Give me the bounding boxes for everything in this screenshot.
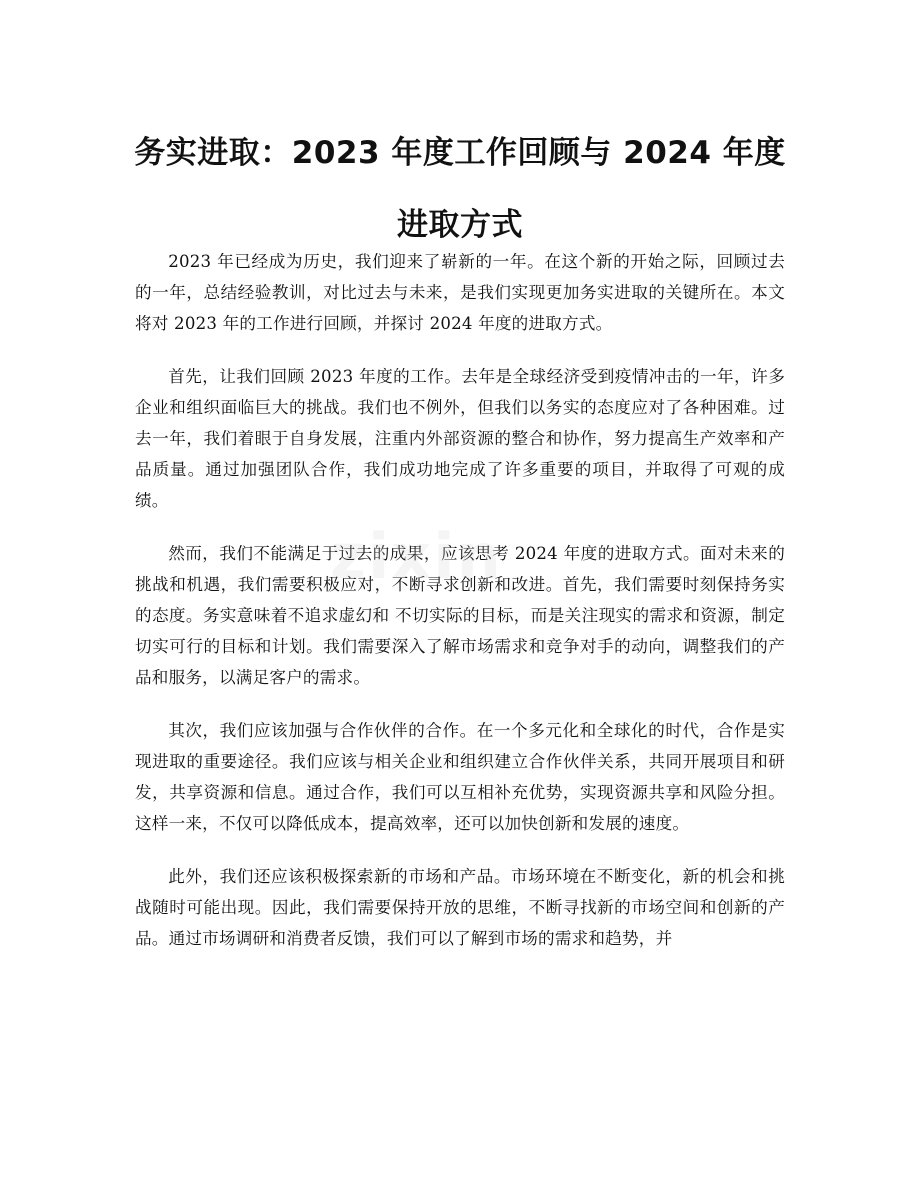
title-line-1: 务实进取：2023 年度工作回顾与 2024 年度	[134, 134, 786, 171]
paragraph-5: 此外，我们还应该积极探索新的市场和产品。市场环境在不断变化，新的机会和挑战随时可能出现。因此，我们需要保持开放的思维，不断寻找新的市场空间和创新的产品。通过市场调研和消费者反馈，我们可以了解到市场的需求和趋势，并	[135, 867, 785, 948]
document-title	[120, 117, 800, 261]
paragraph-4: 其次，我们应该加强与合作伙伴的合作。在一个多元化和全球化的时代，合作是实现进取的重要途径。我们应该与相关企业和组织建立合作伙伴关系，共同开展项目和研发，共享资源和信息。通过合作，我们可以互相补充优势，实现资源共享和风险分担。这样一来，不仅可以降低成本，提高效率，还可以加快创新和发展的速度。	[135, 721, 785, 833]
title-line-2: 进取方式	[397, 206, 523, 243]
paragraph-1: 2023 年已经成为历史，我们迎来了崭新的一年。在这个新的开始之际，回顾过去的一年，总结经验教训，对比过去与未来，是我们实现更加务实进取的关键所在。本文将对 2023 年的工作进行回顾，并探讨 2024 年度的进取方式。	[135, 252, 785, 333]
paragraph-3: 然而，我们不能满足于过去的成果，应该思考 2024 年度的进取方式。面对未来的挑战和机遇，我们需要积极应对，不断寻求创新和改进。首先，我们需要时刻保持务实的态度。务实意味着不追求虚幻和 不切实际的目标，而是关注现实的需求和资源，制定切实可行的目标和计划。我们需要深入了解市场需求和竞争对手的动向，调整我们的产品和服务，以满足客户的需求。	[135, 544, 785, 687]
watermark: zixin	[330, 520, 503, 593]
paragraph-2: 首先，让我们回顾 2023 年度的工作。去年是全球经济受到疫情冲击的一年，许多企业和组织面临巨大的挑战。我们也不例外，但我们以务实的态度应对了各种困难。过去一年，我们着眼于自身发展，注重内外部资源的整合和协作，努力提高生产效率和产品质量。通过加强团队合作，我们成功地完成了许多重要的项目，并取得了可观的成绩。	[135, 367, 785, 510]
document-body	[135, 246, 785, 976]
